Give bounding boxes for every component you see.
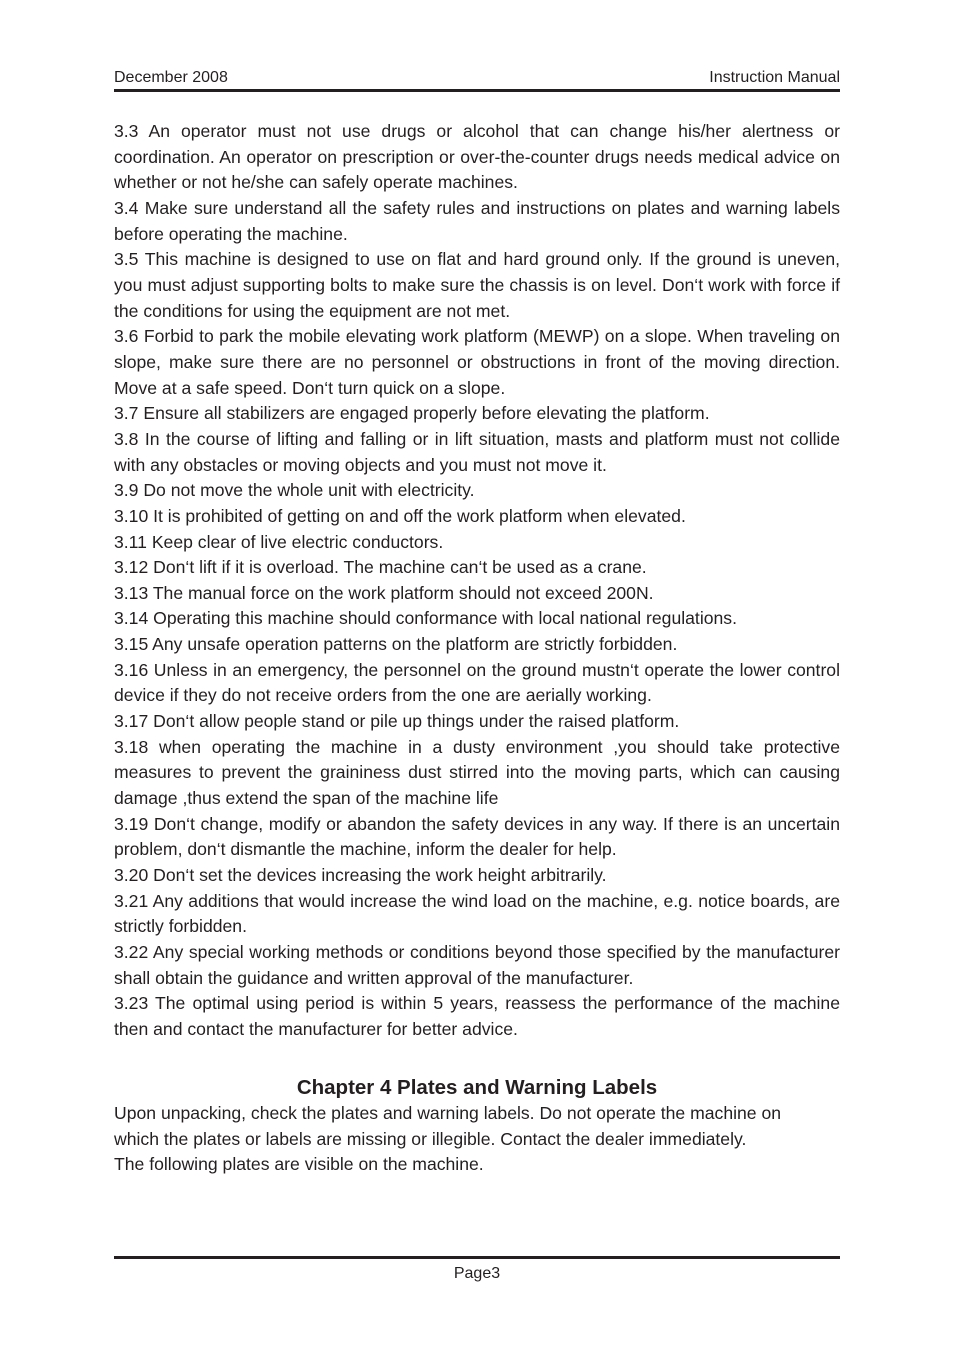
safety-item: 3.9 Do not move the whole unit with electricity.: [114, 480, 475, 501]
safety-item: 3.3 An operator must not use drugs or alcohol that can change his/her alertness or coordination. An operator on prescription or over-the-counter drugs needs medical advice on whether or not he/she can safely operate machines.: [114, 121, 840, 193]
safety-item: 3.13 The manual force on the work platform should not exceed 200N.: [114, 582, 654, 603]
safety-item: 3.18 when operating the machine in a dusty environment ,you should take protective measures to prevent the graininess dust stirred into the moving parts, which can causing damage ,thus extend the span of the machine life: [114, 736, 840, 809]
header-divider: [114, 89, 840, 92]
safety-item: 3.23 The optimal using period is within 5 years, reassess the performance of the machine then and contact the manufacturer for better advice.: [114, 993, 840, 1039]
safety-item: 3.5 This machine is designed to use on flat and hard ground only. If the ground is uneven, you must adjust supporting bolts to make sure the chassis is on level. Don‘t work with force if the conditions for using the equipment are not met.: [114, 249, 840, 321]
intro-line: Upon unpacking, check the plates and warning labels. Do not operate the machine on: [114, 1103, 782, 1123]
safety-item: 3.8 In the course of lifting and falling or in lift situation, masts and platform must not collide with any obstacles or moving objects and you must not move it.: [114, 428, 840, 475]
safety-item: 3.19 Don‘t change, modify or abandon the safety devices in any way. If there is an uncertain problem, don‘t dismantle the machine, inform the dealer for help.: [114, 813, 840, 860]
chapter-intro: [114, 1101, 840, 1178]
safety-item: 3.11 Keep clear of live electric conductors.: [114, 531, 444, 552]
safety-item: 3.15 Any unsafe operation patterns on the platform are strictly forbidden.: [114, 634, 678, 655]
header-date: December 2008: [114, 69, 228, 86]
safety-item: 3.4 Make sure understand all the safety rules and instructions on plates and warning labels before operating the machine.: [114, 197, 840, 244]
header-document-title: Instruction Manual: [709, 69, 840, 86]
footer-divider: [114, 1256, 840, 1259]
page-header: [114, 68, 840, 88]
chapter-title: Chapter 4 Plates and Warning Labels: [296, 1076, 658, 1099]
safety-item: 3.7 Ensure all stabilizers are engaged properly before elevating the platform.: [114, 403, 710, 424]
safety-rules-list: [114, 119, 840, 1043]
safety-item: 3.12 Don‘t lift if it is overload. The machine can‘t be used as a crane.: [114, 557, 647, 578]
safety-item: 3.17 Don‘t allow people stand or pile up things under the raised platform.: [114, 711, 680, 732]
safety-item: 3.20 Don‘t set the devices increasing the work height arbitrarily.: [114, 865, 607, 886]
intro-line: which the plates or labels are missing or illegible. Contact the dealer immediately.: [114, 1128, 747, 1149]
safety-item: 3.21 Any additions that would increase the wind load on the machine, e.g. notice boards, are strictly forbidden.: [114, 890, 840, 937]
safety-item: 3.10 It is prohibited of getting on and off the work platform when elevated.: [114, 505, 686, 526]
safety-item: 3.14 Operating this machine should conformance with local national regulations.: [114, 608, 737, 629]
page-number: Page3: [453, 1265, 501, 1282]
intro-line: The following plates are visible on the machine.: [114, 1154, 484, 1175]
chapter-4-section: [114, 1075, 840, 1178]
safety-item: 3.16 Unless in an emergency, the personnel on the ground mustn‘t operate the lower control device if they do not receive orders from the one are aerially working.: [114, 659, 840, 706]
safety-item: 3.6 Forbid to park the mobile elevating work platform (MEWP) on a slope. When traveling on slope, make sure there are no personnel or obstructions in front of the moving direction. Move at a safe speed. Don‘t turn quick on a slope.: [114, 326, 840, 398]
safety-item: 3.22 Any special working methods or conditions beyond those specified by the manufacturer shall obtain the guidance and written approval of the manufacturer.: [114, 942, 840, 988]
